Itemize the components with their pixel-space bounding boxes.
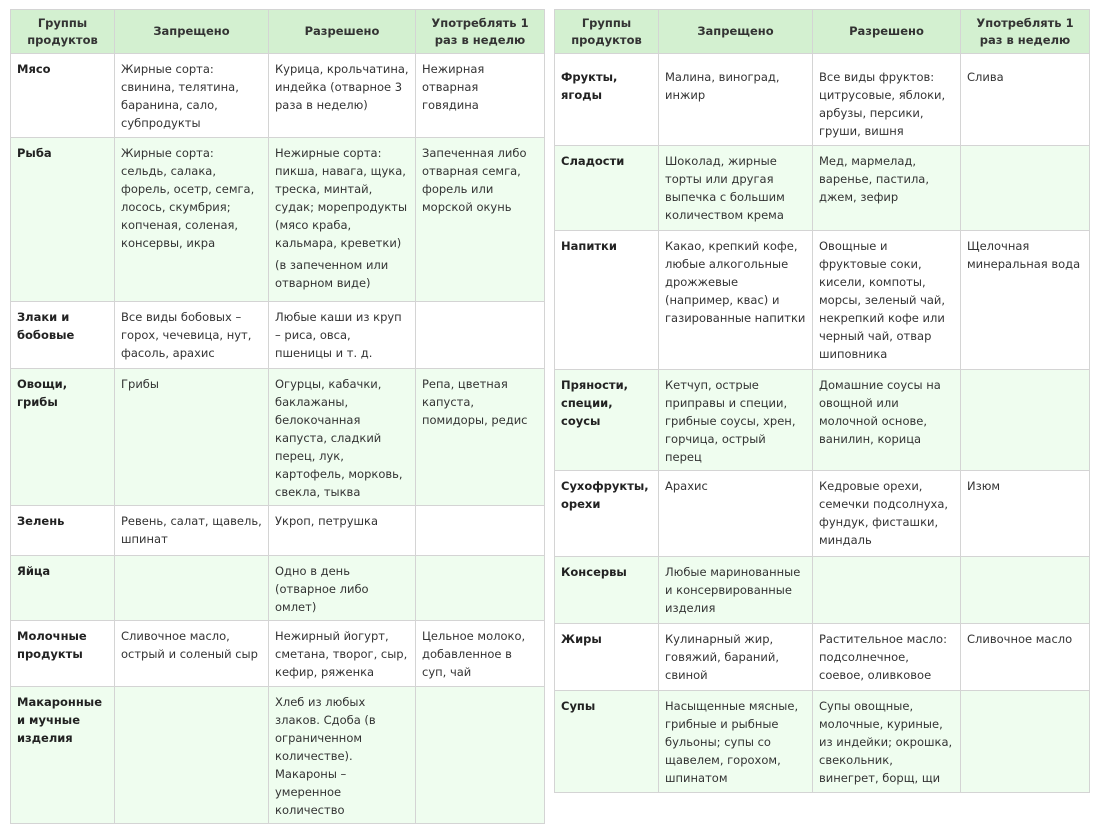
- allowed-cell: Нежирный йогурт, сметана, творог, сыр, кефир, ряженка: [269, 621, 416, 687]
- forbidden-cell: Жирные сорта: свинина, телятина, баранина, сало, субпродукты: [115, 54, 269, 138]
- allowed-note: Макароны – умеренное количество: [275, 767, 347, 817]
- table-row: [11, 302, 545, 369]
- header-groups: Группы продуктов: [11, 10, 115, 54]
- header-forbidden: Запрещено: [659, 10, 813, 54]
- weekly-cell: Щелочная минеральная вода: [961, 231, 1090, 370]
- table-row: [11, 687, 545, 824]
- weekly-cell: [961, 691, 1090, 793]
- group-cell: Супы: [555, 691, 659, 793]
- table-row: [555, 557, 1090, 624]
- allowed-cell: [269, 138, 416, 302]
- group-cell: Сухофрукты, орехи: [555, 471, 659, 557]
- weekly-cell: Слива: [961, 54, 1090, 146]
- weekly-cell: [961, 146, 1090, 231]
- forbidden-cell: Грибы: [115, 369, 269, 506]
- weekly-cell: Репа, цветная капуста, помидоры, редис: [416, 369, 545, 506]
- header-weekly: Употреблять 1 раз в неделю: [961, 10, 1090, 54]
- table-row: [555, 471, 1090, 557]
- allowed-cell: Растительное масло: подсолнечное, соевое, оливковое: [813, 624, 961, 691]
- group-cell: Мясо: [11, 54, 115, 138]
- allowed-cell: Овощные и фруктовые соки, кисели, компоты, морсы, зеленый чай, некрепкий кофе или черный чай, отвар шиповника: [813, 231, 961, 370]
- forbidden-cell: Малина, виноград, инжир: [659, 54, 813, 146]
- allowed-note: (в запеченном или отварном виде): [275, 258, 389, 290]
- weekly-cell: [416, 556, 545, 621]
- forbidden-cell: Жирные сорта: сельдь, салака, форель, осетр, семга, лосось, скумбрия; копченая, соленая, консервы, икра: [115, 138, 269, 302]
- header-weekly: Употреблять 1 раз в неделю: [416, 10, 545, 54]
- forbidden-cell: Все виды бобовых – горох, чечевица, нут, фасоль, арахис: [115, 302, 269, 369]
- allowed-cell: Огурцы, кабачки, баклажаны, белокочанная капуста, сладкий перец, лук, картофель, морковь, свекла, тыква: [269, 369, 416, 506]
- weekly-cell: [961, 370, 1090, 471]
- group-cell: Макаронные и мучные изделия: [11, 687, 115, 824]
- allowed-cell: Мед, мармелад, варенье, пастила, джем, зефир: [813, 146, 961, 231]
- diet-table-right: [554, 9, 1090, 793]
- header-groups: Группы продуктов: [555, 10, 659, 54]
- allowed-cell: [269, 687, 416, 824]
- weekly-cell: [416, 506, 545, 556]
- table-row: [11, 54, 545, 138]
- group-cell: Фрукты, ягоды: [555, 54, 659, 146]
- weekly-cell: Сливочное масло: [961, 624, 1090, 691]
- header-forbidden: Запрещено: [115, 10, 269, 54]
- group-cell: Злаки и бобовые: [11, 302, 115, 369]
- forbidden-cell: Арахис: [659, 471, 813, 557]
- table-row: [11, 556, 545, 621]
- group-cell: Молочные продукты: [11, 621, 115, 687]
- diet-table-left: [10, 9, 545, 824]
- group-cell: Яйца: [11, 556, 115, 621]
- forbidden-cell: [115, 556, 269, 621]
- forbidden-cell: Кулинарный жир, говяжий, бараний, свиной: [659, 624, 813, 691]
- weekly-cell: [961, 557, 1090, 624]
- group-cell: Овощи, грибы: [11, 369, 115, 506]
- forbidden-cell: Шоколад, жирные торты или другая выпечка с большим количеством крема: [659, 146, 813, 231]
- group-cell: Жиры: [555, 624, 659, 691]
- weekly-cell: Запеченная либо отварная семга, форель или морской окунь: [416, 138, 545, 302]
- allowed-text: Нежирные сорта: пикша, навага, щука, треска, минтай, судак; морепродукты (мясо краба, кальмара, креветки): [275, 146, 408, 250]
- table-row: [555, 231, 1090, 370]
- header-allowed: Разрешено: [269, 10, 416, 54]
- allowed-cell: Одно в день (отварное либо омлет): [269, 556, 416, 621]
- table-row: [555, 54, 1090, 146]
- allowed-cell: Укроп, петрушка: [269, 506, 416, 556]
- table-row: [11, 506, 545, 556]
- group-cell: Сладости: [555, 146, 659, 231]
- group-cell: Напитки: [555, 231, 659, 370]
- table-row: [555, 624, 1090, 691]
- header-allowed: Разрешено: [813, 10, 961, 54]
- weekly-cell: [416, 687, 545, 824]
- table-header-row: [555, 10, 1090, 54]
- group-cell: Рыба: [11, 138, 115, 302]
- weekly-cell: Цельное молоко, добавленное в суп, чай: [416, 621, 545, 687]
- table-row: [11, 369, 545, 506]
- allowed-text: Хлеб из любых злаков. Сдоба (в ограниченном количестве).: [275, 695, 376, 763]
- table-row: [555, 146, 1090, 231]
- forbidden-cell: Какао, крепкий кофе, любые алкогольные дрожжевые (например, квас) и газированные напитки: [659, 231, 813, 370]
- table-row: [11, 621, 545, 687]
- allowed-cell: Все виды фруктов: цитрусовые, яблоки, арбузы, персики, груши, вишня: [813, 54, 961, 146]
- weekly-cell: Изюм: [961, 471, 1090, 557]
- table-row: [555, 691, 1090, 793]
- group-cell: Консервы: [555, 557, 659, 624]
- forbidden-cell: [115, 687, 269, 824]
- group-cell: Зелень: [11, 506, 115, 556]
- table-row: [11, 138, 545, 302]
- group-cell: Пряности, специи, соусы: [555, 370, 659, 471]
- forbidden-cell: Ревень, салат, щавель, шпинат: [115, 506, 269, 556]
- table-header-row: [11, 10, 545, 54]
- allowed-cell: [813, 557, 961, 624]
- weekly-cell: [416, 302, 545, 369]
- allowed-cell: Домашние соусы на овощной или молочной основе, ванилин, корица: [813, 370, 961, 471]
- forbidden-cell: Кетчуп, острые приправы и специи, грибные соусы, хрен, горчица, острый перец: [659, 370, 813, 471]
- allowed-cell: Любые каши из круп – риса, овса, пшеницы и т. д.: [269, 302, 416, 369]
- allowed-cell: Супы овощные, молочные, куриные, из индейки; окрошка, свекольник, винегрет, борщ, щи: [813, 691, 961, 793]
- table-row: [555, 370, 1090, 471]
- forbidden-cell: Любые маринованные и консервированные изделия: [659, 557, 813, 624]
- allowed-cell: Кедровые орехи, семечки подсолнуха, фундук, фисташки, миндаль: [813, 471, 961, 557]
- forbidden-cell: Насыщенные мясные, грибные и рыбные бульоны; супы со щавелем, горохом, шпинатом: [659, 691, 813, 793]
- allowed-cell: Курица, крольчатина, индейка (отварное 3 раза в неделю): [269, 54, 416, 138]
- forbidden-cell: Сливочное масло, острый и соленый сыр: [115, 621, 269, 687]
- weekly-cell: Нежирная отварная говядина: [416, 54, 545, 138]
